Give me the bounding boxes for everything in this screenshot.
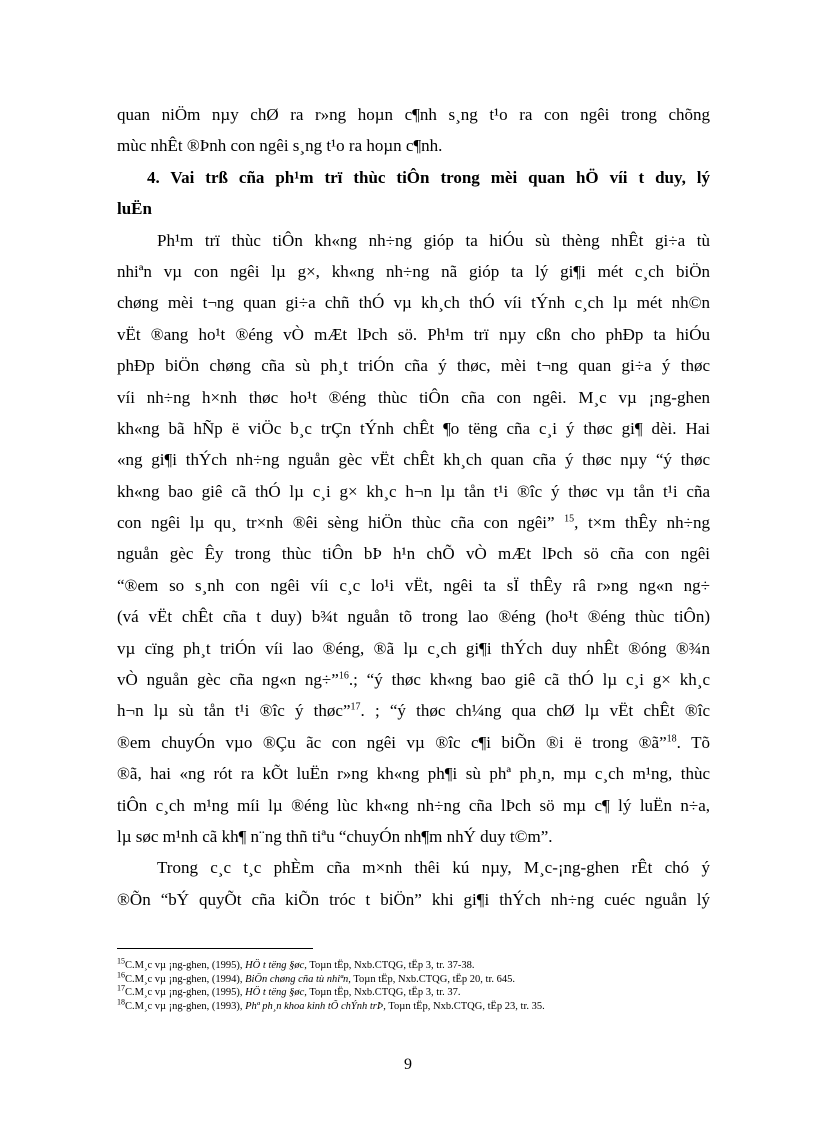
line-text: vÒ nguån gèc cña ng«n ng÷” [117,670,339,690]
text-line [117,695,710,726]
line-text: . ; “ý thøc ch¼ng qua chØ lµ vËt chÊt ®îc [360,701,710,721]
text-line [117,664,710,695]
footnote-title: Phª ph¸n khoa kinh tÕ chÝnh trÞ [245,1000,384,1012]
text-line: “®em so s¸nh con ngêi víi c¸c lo¹i vËt, ngêi ta sÏ thÊy râ r»ng ng«n ng÷ [117,575,710,595]
text-line [117,727,710,758]
line-text: .; “ý thøc kh«ng bao giê cã thÓ lµ c¸i g× kh¸c [348,670,710,690]
footnote-author: C.M¸c vµ ¡ng-ghen, (1995), [125,987,246,999]
line-text: ®em chuyÓn vµo ®Çu ãc con ngêi vµ ®îc c¶i biÕn ®i ë trong ®ã” [117,732,667,752]
footnote-ref: 17 [350,701,361,713]
footnote [117,997,717,1014]
text-line: phÐp biÖn chøng cña sù ph¸t triÓn cña ý thøc, mèi t¬ng quan gi÷a ý thøc [117,356,710,376]
footnote-source: , Toµn tËp, Nxb.CTQG, tËp 20, tr. 645. [348,973,515,985]
text-line: Trong c¸c t¸c phÈm cña m×nh thêi kú nµy, M¸c-¡ng-ghen rÊt chó ý [157,858,710,878]
body-text [117,99,710,915]
line-text: con ngêi lµ qu¸ tr×nh ®êi sèng hiÖn thùc cña con ngêi” [117,513,555,533]
text-line: mùc nhÊt ®Þnh con ngêi s¸ng t¹o ra hoµn c¶nh. [117,136,443,156]
footnote [117,970,717,987]
text-line: quan niÖm nµy chØ ra r»ng hoµn c¶nh s¸ng t¹o ra con ngêi trong chõng [117,105,710,124]
text-line: «ng gi¶i thÝch nh÷ng nguån gèc vËt chÊt kh¸ch quan cña ý thøc nµy “ý thøc [117,450,710,470]
footnote-source: , Toµn tËp, Nxb.CTQG, tËp 23, tr. 35. [383,1000,545,1012]
footnotes [117,956,717,1013]
footnote-author: C.M¸c vµ ¡ng-ghen, (1993), [125,1000,246,1012]
page-number: 9 [404,1056,412,1073]
text-line: víi nh÷ng h×nh thøc ho¹t ®éng thùc tiÔn cña con ngêi. M¸c vµ ¡ng-ghen [117,387,710,407]
heading-line: 4. Vai trß cña ph¹m trï thùc tiÔn trong mèi quan hÖ víi t duy, lý [147,167,710,187]
text-line: chøng mèi t¬ng quan gi÷a chñ thÓ vµ kh¸ch thÓ víi tÝnh c¸ch lµ mét nh©n [117,293,710,313]
paragraph-main [117,225,710,853]
heading-line: luËn [117,199,152,219]
footnote-ref: 16 [338,670,349,682]
text-line: vµ cïng ph¸t triÓn víi lao ®éng, ®ã lµ c¸ch gi¶i thÝch duy nhÊt ®óng ®¾n [117,638,710,658]
footnote-title: HÖ t tëng §øc [245,960,305,971]
footnote-source: , Toµn tËp, Nxb.CTQG, tËp 3, tr. 37-38. [304,960,475,971]
text-line: tiÔn c¸ch m¹ng míi lµ ®éng lùc kh«ng nh÷ng cña lÞch sö mµ c¶ lý luËn n÷a, [117,795,710,815]
paragraph-next [117,852,710,915]
paragraph-intro [117,99,710,162]
footnote-ref: 15 [564,513,575,525]
footnote-author: C.M¸c vµ ¡ng-ghen, (1994), [125,973,246,985]
footnote-separator [117,948,313,949]
footnote-title: BiÖn chøng cña tù nhiªn [245,973,349,985]
text-line: vËt ®ang ho¹t ®éng vÒ mÆt lÞch sö. Ph¹m trï nµy cßn cho phÐp ta hiÓu [117,324,710,344]
line-text: , t×m thÊy nh÷ng [574,513,710,533]
footnote-ref: 18 [666,733,677,745]
text-line: kh«ng bao giê cã thÓ lµ c¸i g× kh¸c h¬n lµ tån t¹i ®îc ý thøc vµ tån t¹i cña [117,481,710,501]
footnote-author: C.M¸c vµ ¡ng-ghen, (1995), [125,960,246,971]
text-line: Ph¹m trï thùc tiÔn kh«ng nh÷ng gióp ta hiÓu sù thèng nhÊt gi÷a tù [157,230,710,250]
text-line: lµ søc m¹nh cã kh¶ n¨ng thñ tiªu “chuyÓn nh¶m nhÝ duy t©m”. [117,826,553,846]
footnote-number: 16 [117,970,125,980]
text-line: (vá vËt chÊt cña t duy) b¾t nguån tõ trong lao ®éng (ho¹t ®éng thùc tiÔn) [117,607,710,627]
text-line [117,507,710,538]
footnote-number: 15 [117,956,125,966]
section-heading [117,162,710,225]
footnote [117,956,717,973]
footnote-number: 17 [117,983,125,993]
text-line: nhiªn vµ con ngêi lµ g×, kh«ng nh÷ng nã gióp ta lý gi¶i mét c¸ch biÖn [117,261,710,281]
text-line: ®ã, hai «ng rót ra kÕt luËn r»ng kh«ng ph¶i sù phª ph¸n, mµ c¸ch m¹ng, thùc [117,764,710,784]
text-line: ®Õn “bÝ quyÕt cña kiÕn tróc t biÖn” khi gi¶i thÝch nh÷ng cuéc nguån lý [117,889,710,909]
text-line: kh«ng bã hÑp ë viÖc b¸c trÇn tÝnh chÊt ¶o tëng cña c¸i ý thøc gi¶ dèi. Hai [117,418,710,438]
footnote [117,983,717,1000]
line-text: . Tõ [676,732,710,752]
footnote-number: 18 [117,997,125,1007]
footnote-title: HÖ t tëng §øc [245,987,305,999]
line-text: h¬n lµ sù tån t¹i ®îc ý thøc” [117,701,351,721]
text-line: nguån gèc Êy trong thùc tiÔn bÞ h¹n chÕ vÒ mÆt lÞch sö cña con ngêi [117,544,710,564]
footnote-source: , Toµn tËp, Nxb.CTQG, tËp 3, tr. 37. [304,987,461,999]
